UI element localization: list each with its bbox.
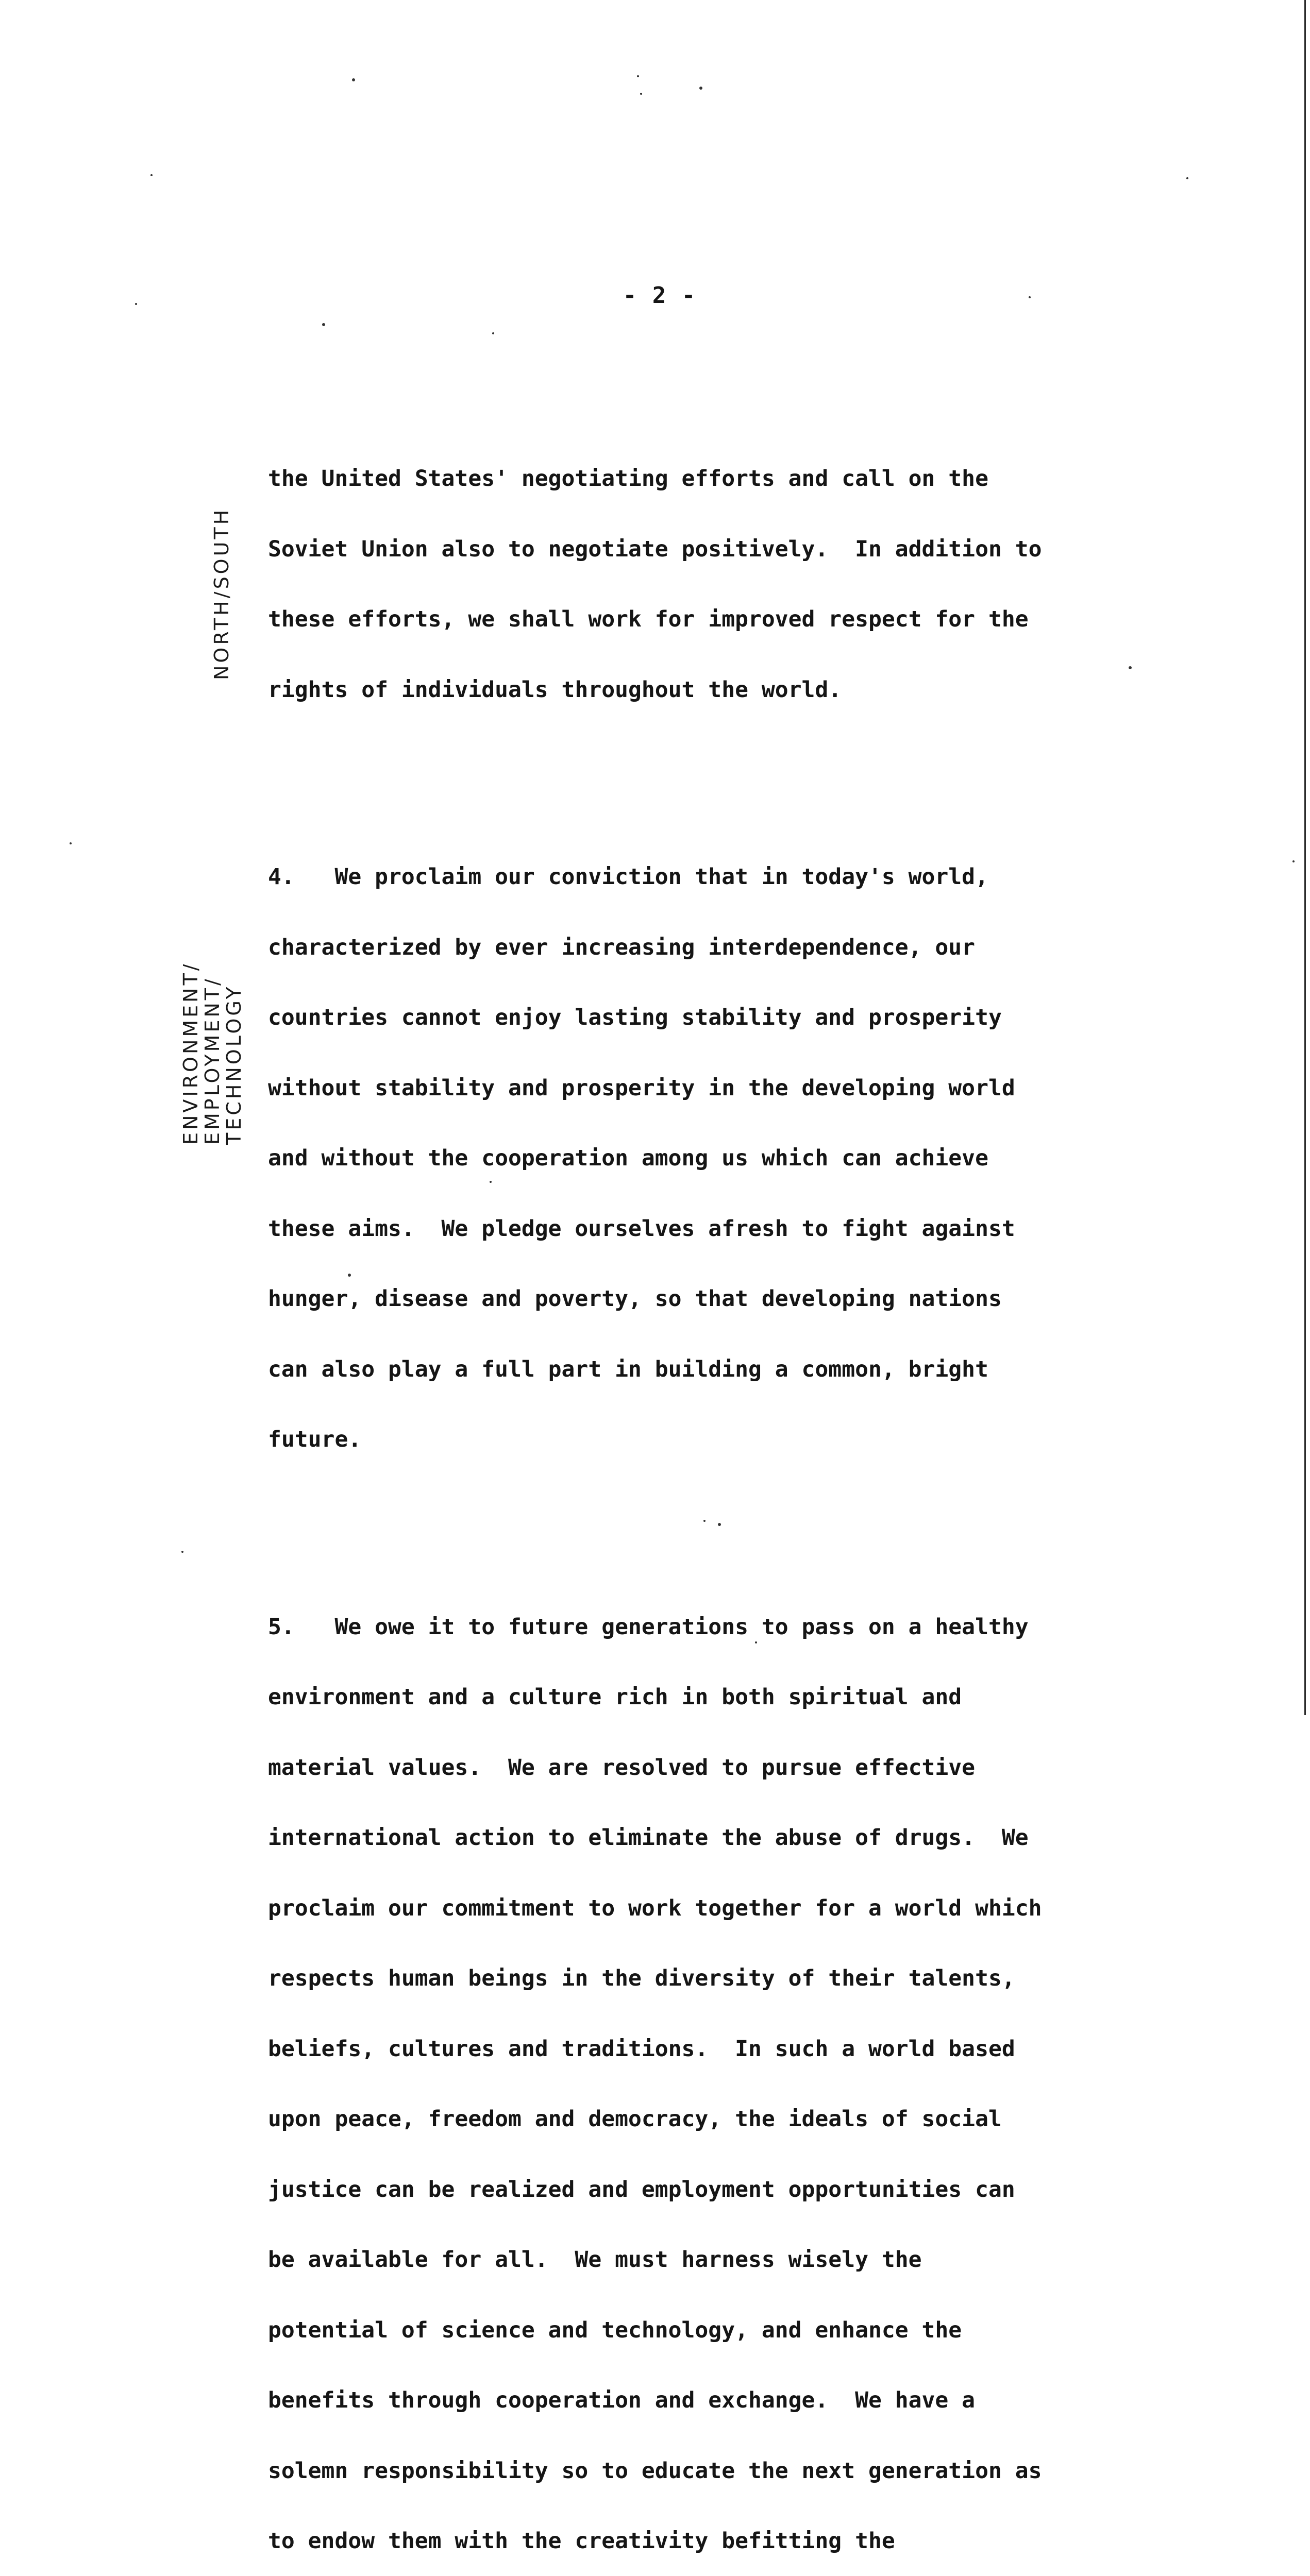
scan-speck — [703, 1520, 706, 1522]
scan-speck — [1129, 666, 1132, 669]
scan-speck — [492, 332, 494, 334]
text-line: rights of individuals throughout the world. — [268, 679, 1103, 702]
margin-label-environment: ENVIRONMENT/ — [179, 961, 202, 1145]
text-line: without stability and prosperity in the developing world — [268, 1077, 1103, 1100]
text-line: the United States' negotiating efforts and call on the — [268, 467, 1103, 491]
text-line: 4. We proclaim our conviction that in today's world, — [268, 866, 1103, 889]
scan-speck — [718, 1523, 721, 1526]
scan-speck — [348, 1274, 351, 1277]
text-line: beliefs, cultures and traditions. In such a world based — [268, 2038, 1103, 2061]
text-line: these efforts, we shall work for improved respect for the — [268, 608, 1103, 632]
text-line: hunger, disease and poverty, so that developing nations — [268, 1287, 1103, 1311]
scan-speck — [352, 78, 355, 81]
paragraph-continuation — [268, 420, 1103, 749]
scan-speck — [135, 303, 137, 305]
text-line: future. — [268, 1428, 1103, 1452]
body-text — [268, 374, 1103, 2576]
text-line: benefits through cooperation and exchange. We have a — [268, 2389, 1103, 2413]
margin-label-north-south: NORTH/SOUTH — [210, 507, 233, 680]
scan-speck — [640, 93, 642, 95]
text-line: potential of science and technology, and enhance the — [268, 2319, 1103, 2343]
page-number: - 2 - — [608, 282, 711, 309]
text-line: these aims. We pledge ourselves afresh to fight against — [268, 1217, 1103, 1241]
text-line: environment and a culture rich in both spiritual and — [268, 1686, 1103, 1709]
text-line: international action to eliminate the abuse of drugs. We — [268, 1826, 1103, 1850]
margin-label-technology: TECHNOLOGY — [223, 985, 245, 1145]
text-line: proclaim our commitment to work together for a world which — [268, 1897, 1103, 1921]
text-line: justice can be realized and employment opportunities can — [268, 2178, 1103, 2202]
text-line: Soviet Union also to negotiate positively. In addition to — [268, 538, 1103, 562]
paragraph-5 — [268, 1569, 1103, 2576]
text-line: upon peace, freedom and democracy, the ideals of social — [268, 2108, 1103, 2131]
page-edge-line — [1304, 0, 1306, 1715]
margin-label-employment: EMPLOYMENT/ — [201, 976, 224, 1145]
text-line: characterized by ever increasing interdependence, our — [268, 936, 1103, 960]
paragraph-4 — [268, 819, 1103, 1499]
scan-speck — [1292, 860, 1295, 862]
text-line: material values. We are resolved to pursue effective — [268, 1756, 1103, 1780]
scan-speck — [1029, 296, 1031, 298]
scan-speck — [181, 1551, 183, 1553]
text-line: and without the cooperation among us which can achieve — [268, 1147, 1103, 1171]
scan-speck — [70, 842, 72, 844]
text-line: countries cannot enjoy lasting stability and prosperity — [268, 1006, 1103, 1030]
scan-speck — [755, 1641, 757, 1643]
scan-speck — [150, 174, 153, 176]
scan-speck — [1186, 177, 1188, 179]
text-line: solemn responsibility so to educate the next generation as — [268, 2460, 1103, 2483]
scan-speck — [699, 87, 702, 90]
scan-speck — [322, 323, 325, 326]
scan-speck — [490, 1181, 492, 1183]
scan-speck — [637, 75, 639, 77]
text-line: 5. We owe it to future generations to pass on a healthy — [268, 1616, 1103, 1639]
text-line: respects human beings in the diversity of their talents, — [268, 1967, 1103, 1991]
text-line: to endow them with the creativity befitting the — [268, 2530, 1103, 2553]
text-line: can also play a full part in building a common, bright — [268, 1358, 1103, 1382]
text-line: be available for all. We must harness wisely the — [268, 2248, 1103, 2272]
